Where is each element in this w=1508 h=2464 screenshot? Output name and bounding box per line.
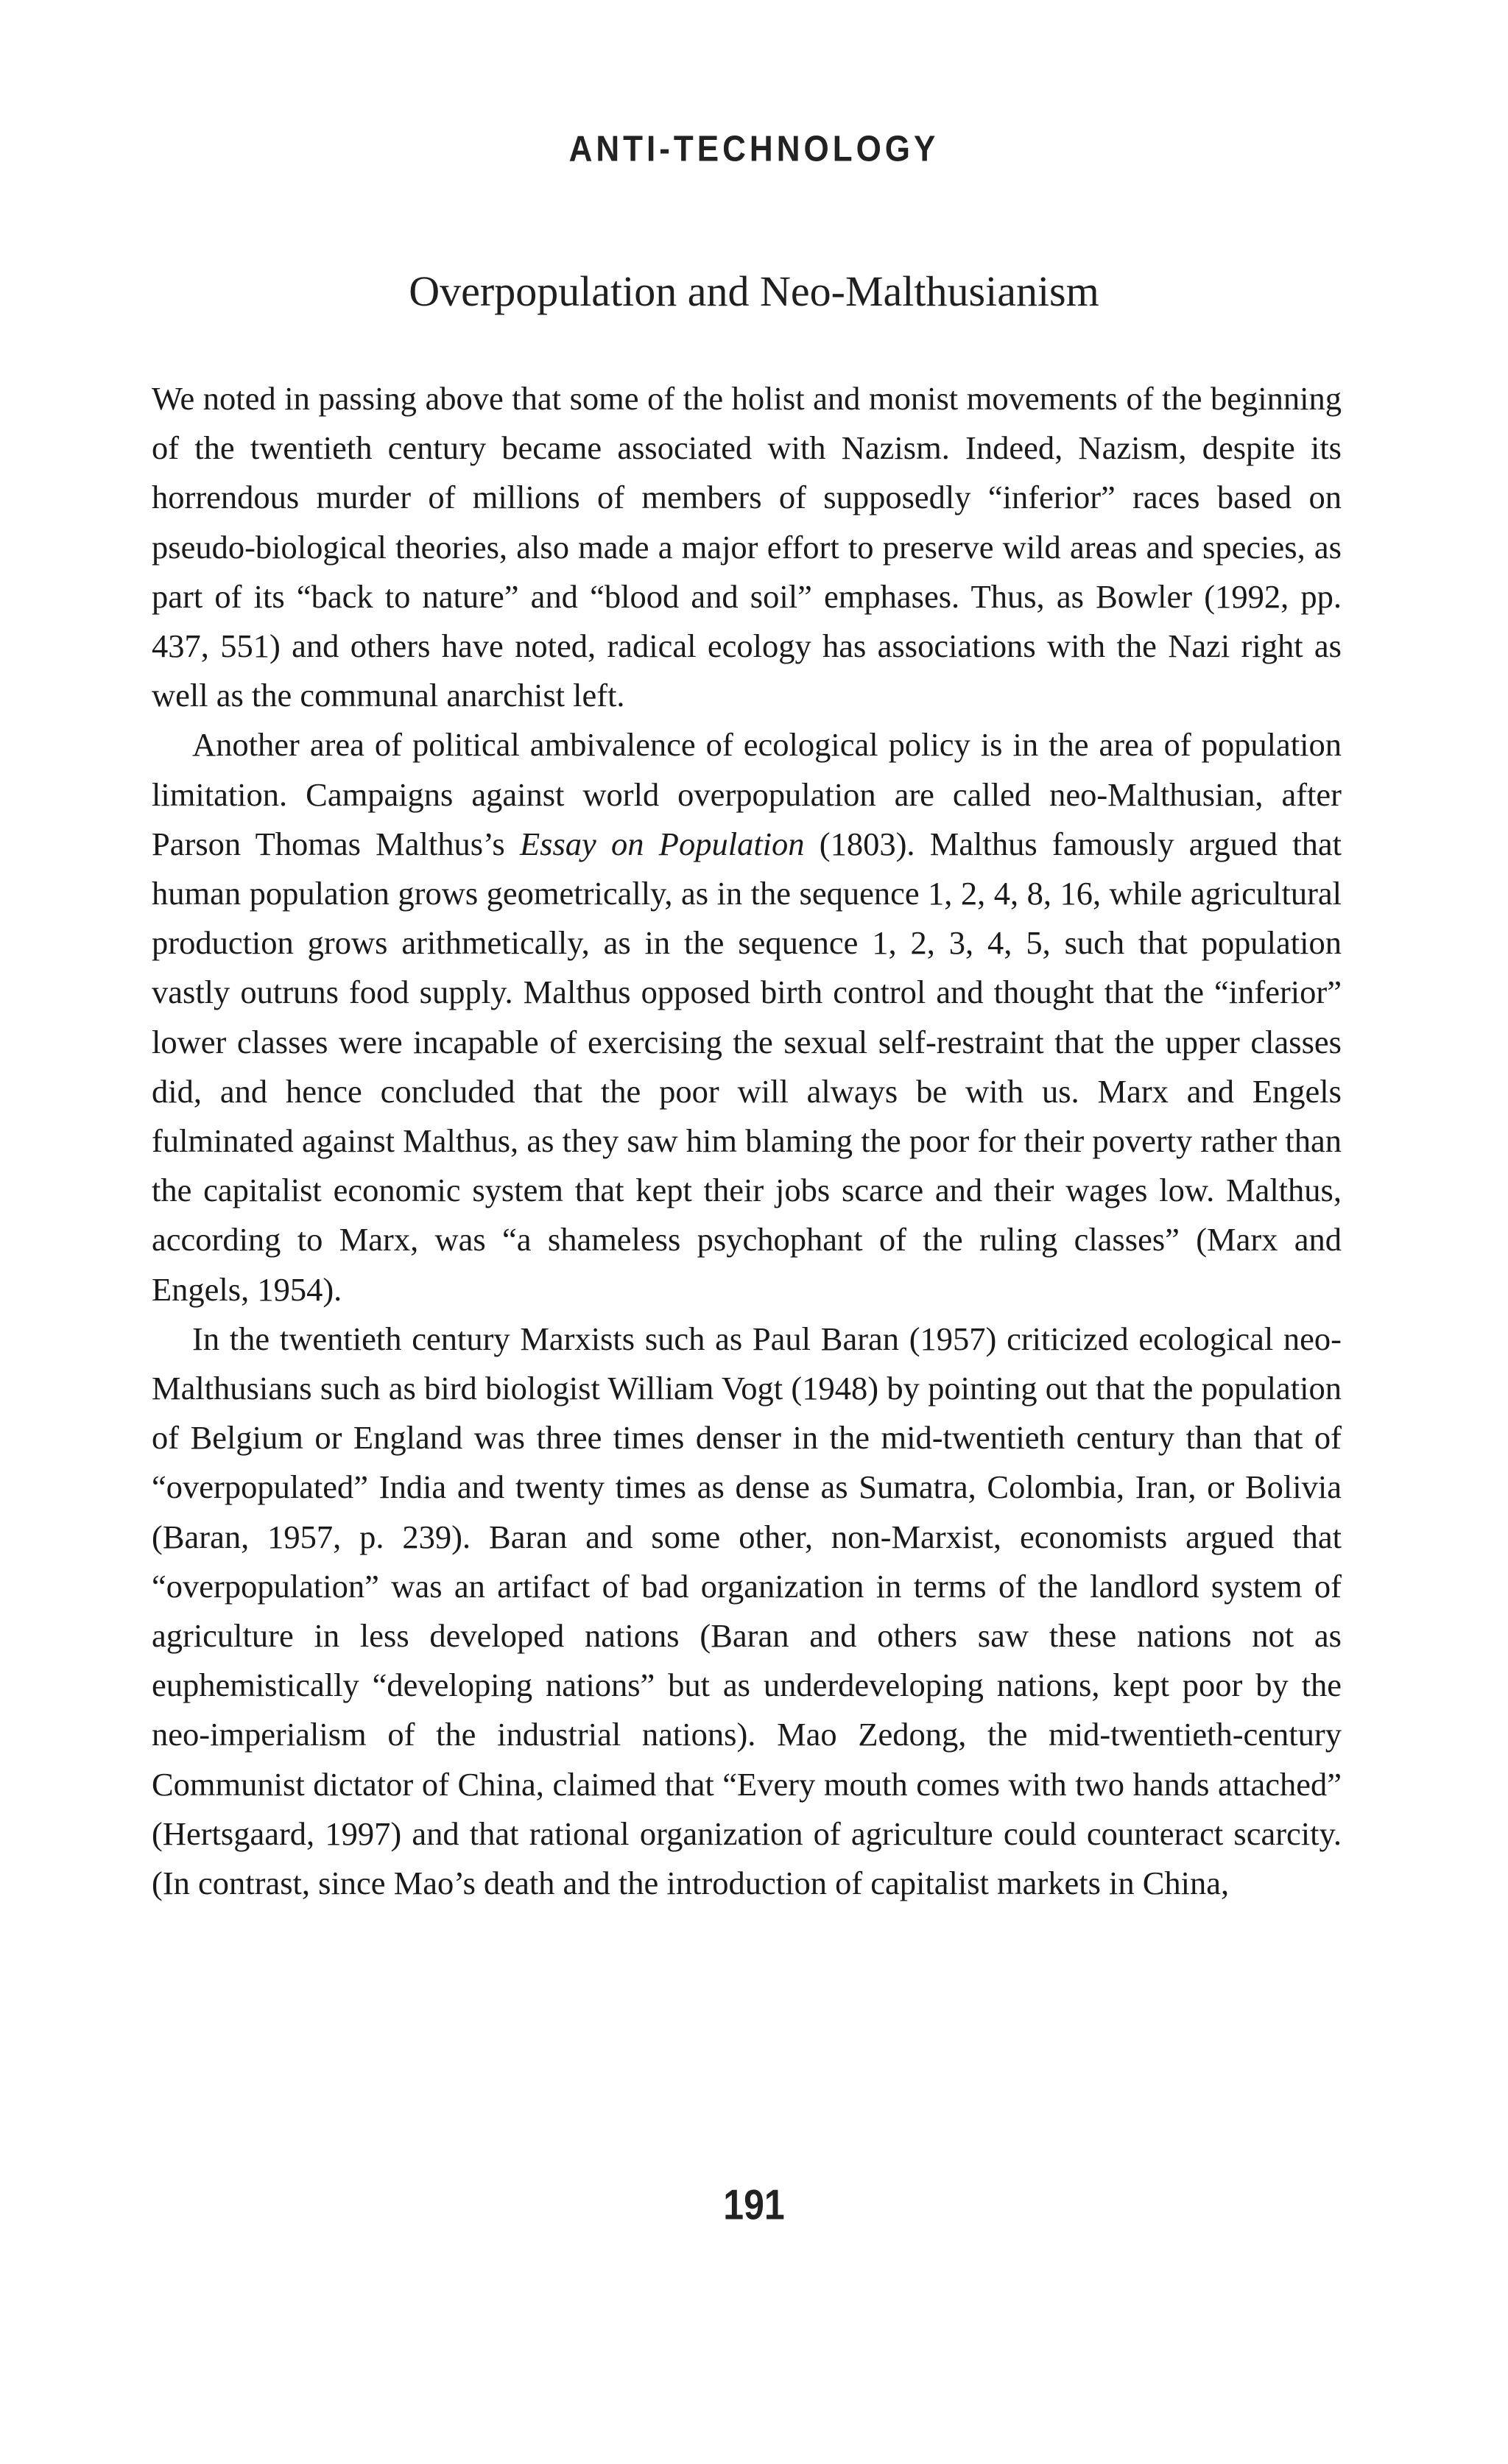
section-title: Overpopulation and Neo-Malthusianism xyxy=(409,267,1099,315)
paragraph-2 xyxy=(152,720,1342,1314)
page-number: 191 xyxy=(723,2180,785,2229)
paragraph-1: We noted in passing above that some of the holist and monist movements of the beginning of the twentieth century became associated with Nazism. Indeed, Nazism, despite its horrendous murder of millions of members of supposedly “inferior” races based on pseudo-biological theories, also made a major effort to preserve wild areas and species, as part of its “back to nature” and “blood and soil” emphases. Thus, as Bowler (1992, pp. 437, 551) and others have noted, radical ecology has associations with the Nazi right as well as the communal anarchist left. xyxy=(152,380,1342,714)
body-text xyxy=(152,374,1342,1908)
paragraph-2-text-a: Another area of political ambivalence of ecological policy is in the area of population limitation. Campaigns against world overpopulation are called neo-Malthusian, after Parson Thomas Malthus’s xyxy=(152,726,1342,862)
paragraph-3: In the twentieth century Marxists such as Paul Baran (1957) criticized ecological neo-Malthusians such as bird biologist William Vogt (1948) by pointing out that the population of Belgium or England was three times denser in the mid-twentieth century than that of “overpopulated” India and twenty times as dense as Sumatra, Colombia, Iran, or Bolivia (Baran, 1957, p. 239). Baran and some other, non-Marxist, economists argued that “overpopulation” was an artifact of bad organization in terms of the landlord system of agriculture in less developed nations (Baran and others saw these nations not as euphemistically “developing nations” but as underdeveloping nations, kept poor by the neo-imperialism of the industrial nations). Mao Zedong, the mid-twentieth-century Communist dictator of China, claimed that “Every mouth comes with two hands attached” (Hertsgaard, 1997) and that rational organization of agriculture could counteract scarcity. (In contrast, since Mao’s death and the introduction of capitalist markets in China, xyxy=(152,1320,1342,1902)
book-title: Essay on Population xyxy=(519,825,805,862)
paragraph-2-text-b: (1803). Malthus famously argued that human population grows geometrically, as in the sequence 1, 2, 4, 8, 16, while agricultural production grows arithmetically, as in the sequence 1, 2, 3, 4, 5, such that population vastly outruns food supply. Malthus opposed birth control and thought that the “inferior” lower classes were incapable of exercising the sexual self-restraint that the upper classes did, and hence concluded that the poor will always be with us. Marx and Engels fulminated against Malthus, as they saw him blaming the poor for their poverty rather than the capitalist economic system that kept their jobs scarce and their wages low. Malthus, according to Marx, was “a shameless psychophant of the ruling classes” (Marx and Engels, 1954). xyxy=(152,825,1342,1308)
running-head: ANTI-TECHNOLOGY xyxy=(568,129,940,169)
